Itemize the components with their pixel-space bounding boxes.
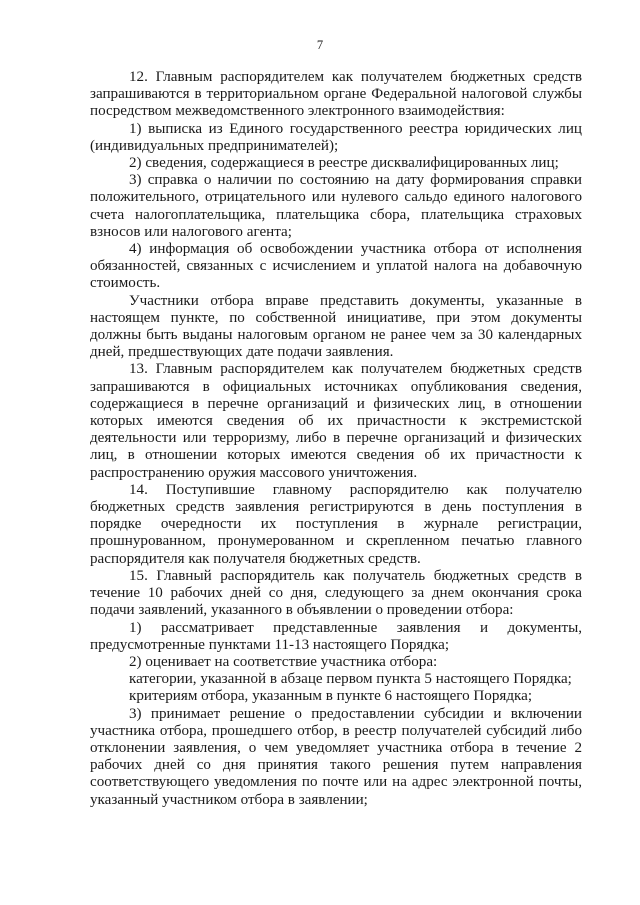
page-number: 7 — [316, 38, 324, 52]
document-body — [90, 69, 582, 809]
paragraph-12-intro: 12. Главным распорядителем как получателем бюджетных средств запрашиваются в территориальном органе Федеральной налоговой службы посредством межведомственного электронного взаимодействия: — [90, 69, 582, 120]
paragraph-15-item-1: 1) рассматривает представленные заявления и документы, предусмотренные пунктами 11-13 настоящего Порядка; — [90, 619, 582, 653]
paragraph-12-item-4: 4) информация об освобождении участника отбора от исполнения обязанностей, связанных с исчислением и уплатой налога на добавочную стоимость. — [90, 241, 582, 292]
paragraph-15-item-2-category: категории, указанной в абзаце первом пункта 5 настоящего Порядка; — [129, 671, 572, 688]
paragraph-12-item-1: 1) выписка из Единого государственного реестра юридических лиц (индивидуальных предпринимателей); — [90, 120, 582, 154]
paragraph-12-item-3: 3) справка о наличии по состоянию на дату формирования справки положительного, отрицательного или нулевого сальдо единого налогового счета налогоплательщика, плательщика сбора, плательщика страховых взносов или налогового агента; — [90, 172, 582, 240]
paragraph-15-intro: 15. Главный распорядитель как получатель бюджетных средств в течение 10 рабочих дней со дня, следующего за днем окончания срока подачи заявлений, указанного в объявлении о проведении отбора: — [90, 567, 582, 619]
paragraph-12-item-2: 2) сведения, содержащиеся в реестре дисквалифицированных лиц; — [129, 155, 559, 172]
paragraph-14: 14. Поступившие главному распорядителю как получателю бюджетных средств заявления регистрируются в день поступления в порядке очередности их поступления в журнале регистрации, прошнурованном, пронумерованном и скрепленном печатью главного распорядителя как получателя бюджетных средств. — [90, 481, 582, 567]
paragraph-15-item-2-criteria: критериям отбора, указанным в пункте 6 настоящего Порядка; — [129, 688, 533, 705]
paragraph-13: 13. Главным распорядителем как получателем бюджетных средств запрашиваются в официальных источниках опубликования сведения, содержащиеся в перечне организаций и физических лиц, в отношении которых имеются сведения об их причастности к экстремистской деятельности или терроризму, либо в перечне организаций и физических лиц, в отношении которых имеются сведения об их причастности к распространению оружия массового уничтожения. — [90, 361, 582, 481]
paragraph-15-item-3: 3) принимает решение о предоставлении субсидии и включении участника отбора, прошедшего отбор, в реестр получателей субсидий либо отклонении заявления, о чем уведомляет участника отбора в течение 2 рабочих дней со дня принятия такого решения путем направления соответствующего уведомления по почте или на адрес электронной почты, указанный участником отбора в заявлении; — [90, 705, 582, 808]
paragraph-15-item-2: 2) оценивает на соответствие участника отбора: — [129, 653, 438, 670]
paragraph-12-note: Участники отбора вправе представить документы, указанные в настоящем пункте, по собственной инициативе, при этом документы должны быть выданы налоговым органом не ранее чем за 30 календарных дней, предшествующих дате подачи заявления. — [90, 292, 582, 361]
